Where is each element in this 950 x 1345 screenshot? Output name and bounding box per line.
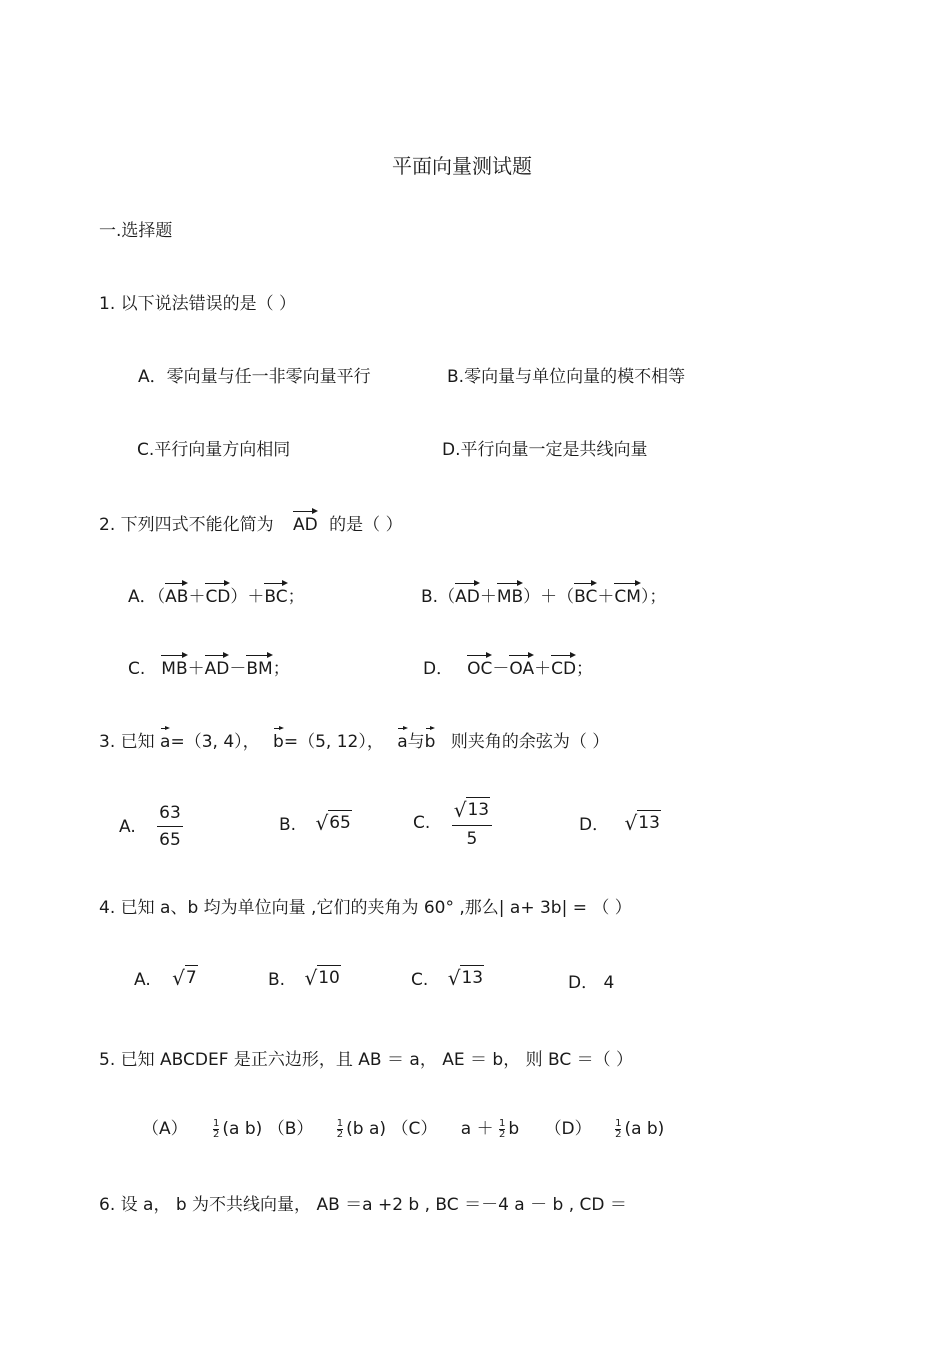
q3-yu: 与 — [407, 732, 425, 752]
radical-sign-icon: √ — [447, 966, 461, 990]
fraction-denominator: 65 — [159, 830, 181, 850]
question-3-option-d — [579, 810, 661, 835]
q2-c-minus: － — [229, 659, 247, 679]
q3-prefix: 3. 已知 — [99, 732, 155, 752]
vector-cd: CD — [551, 659, 577, 679]
radicand: 13 — [637, 810, 661, 833]
question-2-option-c — [128, 654, 290, 679]
q2-c-end: ； — [272, 659, 290, 679]
fraction-numerator: 1 — [615, 1117, 622, 1129]
vector-ad: AD — [204, 659, 230, 679]
fraction-numerator — [452, 797, 492, 822]
square-root — [454, 797, 490, 820]
vector-ab: AB — [165, 587, 189, 607]
fraction-denominator: 2 — [336, 1128, 344, 1140]
question-5-stem: 5. 已知 ABCDEF 是正六边形，且 AB ＝ a， AE ＝ b， 则 BC ＝（ ） — [99, 1050, 634, 1070]
square-root — [304, 965, 340, 988]
q3-opt-d-label: D． — [579, 815, 610, 835]
question-1-option-a: A．零向量与任一非零向量平行 — [138, 367, 371, 387]
q2-b-plus1: ＋ — [479, 587, 497, 607]
q2-b-mid: ）＋（ — [523, 587, 575, 607]
q3-a-value: =（3, 4）， — [170, 732, 260, 752]
vector-bm: BM — [246, 659, 273, 679]
question-5-options — [142, 1114, 664, 1140]
fraction-bar — [157, 826, 183, 827]
radical-sign-icon: √ — [304, 966, 318, 990]
radicand: 7 — [185, 965, 198, 988]
vector-b: b — [424, 732, 436, 752]
square-root — [315, 810, 351, 833]
radicand: 13 — [460, 965, 484, 988]
fraction-numerator: 63 — [159, 803, 181, 823]
page-title: 平面向量测试题 — [392, 154, 532, 178]
vector-mb: MB — [496, 587, 524, 607]
section-heading: 一.选择题 — [99, 221, 173, 241]
q5-opt-c-post: b — [508, 1119, 520, 1139]
question-1-option-c: C.平行向量方向相同 — [137, 440, 291, 460]
fraction-denominator: 2 — [213, 1128, 220, 1140]
q2-a-close: ）＋ — [230, 587, 265, 607]
fraction-one-half — [337, 1119, 343, 1140]
question-2-option-d — [423, 654, 593, 679]
q2-a-plus: ＋ — [188, 587, 206, 607]
question-6-stem: 6. 设 a， b 为不共线向量， AB ＝a +2 b , BC ＝－4 a － b , CD ＝ — [99, 1195, 627, 1215]
question-4-option-b — [268, 965, 341, 990]
question-1-option-b: B.零向量与单位向量的模不相等 — [447, 367, 686, 387]
fraction-63-65 — [157, 803, 183, 850]
question-2-option-b — [421, 582, 666, 607]
radical-sign-icon: √ — [315, 811, 329, 835]
square-root — [625, 810, 661, 833]
q3-opt-c-label: C. — [413, 813, 431, 833]
q2-a-end: ； — [287, 587, 305, 607]
fraction-one-half — [499, 1119, 505, 1140]
fraction-sqrt13-5 — [452, 797, 492, 849]
question-1-option-d: D.平行向量一定是共线向量 — [442, 440, 648, 460]
fraction-one-half — [213, 1119, 219, 1140]
vector-cm: CM — [614, 587, 641, 607]
q2-d-end: ； — [576, 659, 594, 679]
q2-c-label: C. — [128, 659, 146, 679]
question-3-option-b — [279, 810, 352, 835]
q2-suffix: 的是（ ） — [329, 515, 403, 535]
radical-sign-icon: √ — [453, 798, 467, 822]
fraction-denominator: 5 — [466, 829, 478, 849]
q2-d-plus: ＋ — [534, 659, 552, 679]
question-2-stem — [99, 510, 403, 535]
question-4-option-c — [411, 965, 484, 990]
q5-opt-b-expr: (b a) — [346, 1119, 387, 1139]
question-4-option-d: D． 4 — [568, 973, 615, 993]
q2-c-plus: ＋ — [187, 659, 205, 679]
vector-ad: AD — [293, 515, 318, 535]
q2-d-minus: － — [492, 659, 510, 679]
fraction-numerator: 1 — [213, 1117, 220, 1129]
fraction-denominator: 2 — [615, 1128, 622, 1140]
q2-prefix: 2. 下列四式不能化简为 — [99, 515, 274, 535]
radicand: 13 — [466, 797, 490, 820]
fraction-numerator: 1 — [336, 1117, 344, 1129]
q3-opt-b-label: B. — [279, 815, 297, 835]
question-3-option-c — [413, 797, 492, 849]
radical-sign-icon: √ — [172, 966, 185, 990]
q5-opt-c-pre: a ＋ — [460, 1119, 494, 1139]
question-4-option-a — [134, 965, 198, 990]
question-4-stem: 4. 已知 a、b 均为单位向量 ,它们的夹角为 60° ,那么| a+ 3b| = （ ） — [99, 898, 632, 918]
q3-suffix: 则夹角的余弦为（ ） — [450, 732, 610, 752]
q2-b-plus2: ＋ — [597, 587, 615, 607]
fraction-denominator: 2 — [498, 1128, 506, 1140]
question-3-stem — [99, 727, 609, 752]
q3-b-value: =（5, 12）， — [283, 732, 384, 752]
q4-opt-b-label: B. — [268, 970, 286, 990]
vector-oc: OC — [467, 659, 493, 679]
q2-d-label: D． — [423, 659, 454, 679]
radicand: 10 — [317, 965, 341, 988]
q5-opt-a-expr: (a b) — [222, 1119, 263, 1139]
question-2-option-a — [128, 582, 305, 607]
radicand: 65 — [328, 810, 352, 833]
vector-ad: AD — [455, 587, 480, 607]
question-1-stem: 1. 以下说法错误的是（ ） — [99, 294, 297, 314]
q5-opt-c-label: （C） — [391, 1119, 438, 1139]
q4-opt-a-label: A. — [134, 970, 151, 990]
square-root — [448, 965, 484, 988]
q4-opt-c-label: C. — [411, 970, 429, 990]
q3-opt-a-label: A. — [119, 816, 136, 837]
vector-oa: OA — [509, 659, 535, 679]
vector-a: a — [160, 732, 171, 752]
vector-a: a — [397, 732, 408, 752]
q2-b-end: ）； — [640, 587, 667, 607]
vector-cd: CD — [205, 587, 231, 607]
radical-sign-icon: √ — [624, 811, 638, 835]
q5-opt-b-label: （B） — [267, 1119, 314, 1139]
fraction-numerator: 1 — [498, 1117, 506, 1129]
square-root — [172, 965, 198, 988]
question-3-option-a — [119, 803, 183, 850]
fraction-one-half — [615, 1119, 621, 1140]
vector-mb: MB — [161, 659, 188, 679]
vector-bc: BC — [574, 587, 598, 607]
q5-opt-a-label: （A） — [142, 1119, 188, 1139]
q5-opt-d-label: （D） — [544, 1119, 592, 1139]
q2-b-label: B.（ — [421, 587, 456, 607]
q2-a-label: A．（ — [128, 587, 166, 607]
q5-opt-d-expr: (a b) — [624, 1119, 665, 1139]
vector-b: b — [273, 732, 284, 752]
fraction-bar — [452, 825, 492, 826]
vector-bc: BC — [264, 587, 288, 607]
